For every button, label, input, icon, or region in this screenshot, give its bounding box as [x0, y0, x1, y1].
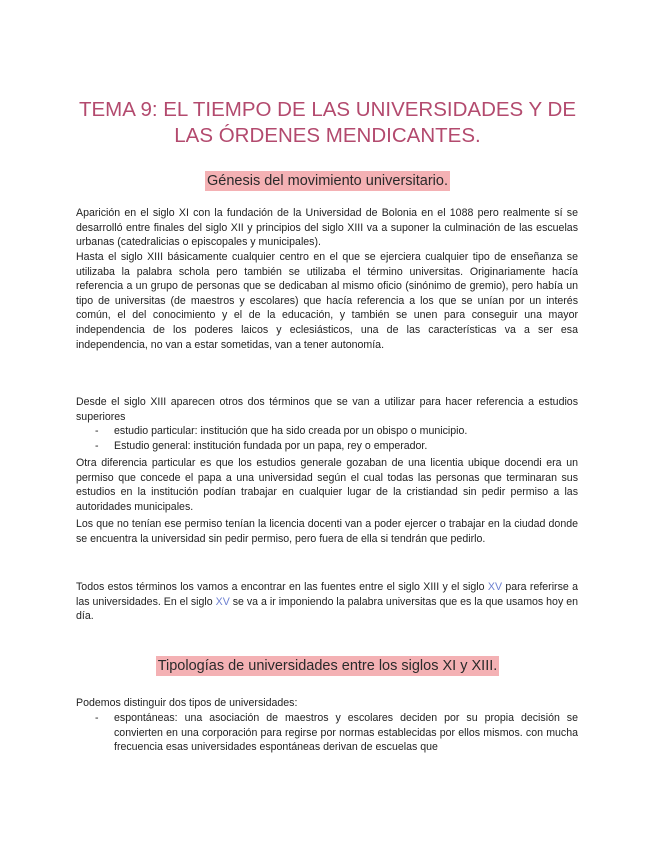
list-tipos	[76, 711, 578, 755]
list-dash-marker: -	[95, 712, 99, 724]
list-item: - Estudio general: institución fundada por un papa, rey o emperador.	[95, 439, 428, 452]
section-heading-genesis-wrap	[0, 171, 655, 191]
list-dash-marker: -	[95, 439, 99, 452]
highlighted-term: XV	[487, 581, 503, 593]
paragraph-podemos: Podemos distinguir dos tipos de universidades:	[76, 697, 298, 709]
paragraph-todos: Todos estos términos los vamos a encontrar en las fuentes entre el siglo XIII y el siglo XV para referirse a las universidades. En el siglo XV se va a ir imponiendo la palabra universitas que es la que usamos hoy en día.	[76, 581, 579, 623]
paragraph-aparicion: Aparición en el siglo XI con la fundación de la Universidad de Bolonia en el 1088 pero realmente sí se desarrolló entre finales del siglo XII y principios del siglo XIII va a suponer la culminación de las escuelas urbanas (catedralicias o episcopales y municipales).	[76, 207, 578, 249]
paragraph-desde: Desde el siglo XIII aparecen otros dos términos que se van a utilizar para hacer referencia a estudios superiores	[76, 396, 578, 423]
paragraph-otra-diferencia: Otra diferencia particular es que los estudios generale gozaban de una licentia ubique docendi era un permiso que concede el papa a una universidad según el cual todas las personas que terminaran sus estudios en la institución podían trabajar en cualquier lugar de la cristiandad sin pedir permiso a las autoridades municipales.	[76, 457, 578, 513]
highlighted-term: XV	[215, 595, 230, 608]
list-item: - estudio particular: institución que ha sido creada por un obispo o municipio.	[95, 425, 468, 437]
section-heading-tipologias: Tipologías de universidades entre los siglos XI y XIII.	[157, 658, 498, 674]
list-item: - espontáneas: una asociación de maestros y escolares deciden por su propia decisión se convierten en una corporación para regirse por normas establecidas por ellos mismos. con mucha frecuencia esas universidades espontáneas derivan de escuelas que	[95, 712, 578, 754]
section-heading-tipologias-wrap	[0, 656, 655, 676]
section-heading-genesis: Génesis del movimiento universitario.	[207, 173, 448, 189]
list-dash-marker: -	[95, 425, 99, 437]
page-title: TEMA 9: EL TIEMPO DE LAS UNIVERSIDADES Y DE LAS ÓRDENES MENDICANTES.	[78, 98, 577, 147]
paragraph-hasta: Hasta el siglo XIII básicamente cualquier centro en el que se ejerciera cualquier tipo de enseñanza se utilizaba la palabra schola pero también se utilizaba el término universitas. Originariamente hacía referencia a un grupo de personas que se dedicaban al mismo oficio (sinónimo de gremio), pero había un tipo de universitas (de maestros y escolares) que hacía referencia a los que se unían por un interés común, el del conocimiento y el de la educación, y también se unen para conseguir una mayor independencia de los poderes laicos y eclesiásticos, una de las características va a ser esa independencia, no van a estar sometidas, van a tener autonomía.	[76, 251, 578, 351]
paragraph-los-que: Los que no tenían ese permiso tenían la licencia docenti van a poder ejercer o trabajar en la ciudad donde se encuentra la universidad sin pedir permiso, pero fuera de ella si tendrán que pedirlo.	[76, 518, 578, 545]
list-estudios	[76, 424, 578, 453]
